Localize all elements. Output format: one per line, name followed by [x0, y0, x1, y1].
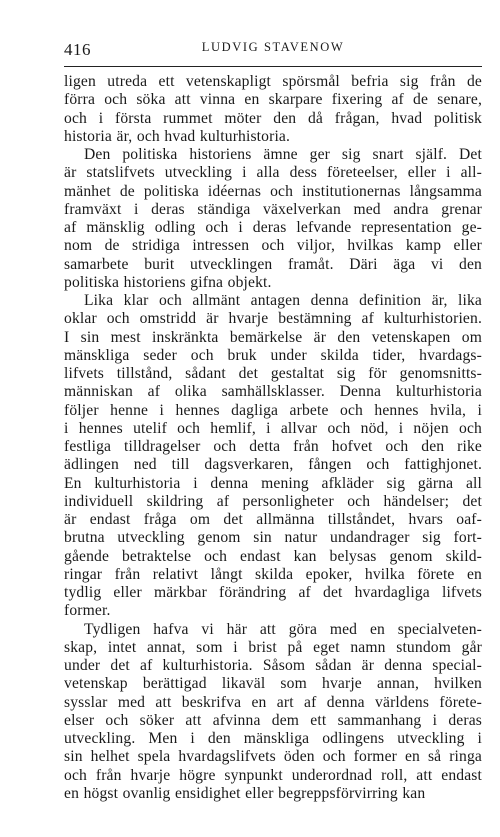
text-line: är statslifvets utveckling i alla dess företeelser, eller i all-: [64, 164, 482, 182]
text-line: skap, intet annat, som i brist på eget namn stundom går: [64, 638, 482, 656]
text-line: lifvets tillstånd, sådant det gestaltat sig för genomsnitts-: [64, 365, 482, 382]
header-rule: [64, 66, 482, 67]
text-line: och från hvarje högre synpunkt underordnad roll, att endast: [64, 766, 482, 784]
text-line: vetenskap berättigad likaväl som hvarje annan, hvilken: [64, 675, 482, 693]
text-line: utveckling. Men i den mänskliga odlingens utveckling i: [64, 730, 482, 747]
text-line: gående betraktelse och endast kan belysas genom skild-: [64, 547, 482, 565]
text-line: tydlig eller märkbar förändring af det hvardagliga lifvets: [64, 584, 482, 601]
text-line: är endast fråga om det allmänna tillståndet, hvars oaf-: [64, 511, 482, 528]
body-text: [64, 73, 482, 803]
running-head: [64, 40, 482, 62]
paragraph: [64, 146, 482, 292]
text-line: under det af kulturhistoria. Såsom sådan är denna special-: [64, 657, 482, 674]
text-line: festliga tilldragelser och detta från hofvet och den rike: [64, 438, 482, 455]
paragraph: [64, 292, 482, 621]
text-line: Den politiska historiens ämne ger sig snart själf. Det: [84, 146, 482, 163]
text-line: af mänsklig odling och i deras lefvande representation ge-: [64, 219, 482, 236]
text-line: mänhet de politiska idéernas och institutionernas långsamma: [64, 182, 482, 200]
text-line: historia är, och hvad kulturhistoria.: [64, 127, 291, 145]
text-line: en högst ovanlig ensidighet eller begreppsförvirring kan: [64, 784, 426, 802]
text-line: ädlingen ned till dagsverkaren, fången och fattighjonet.: [64, 456, 482, 474]
text-line: förra och söka att vinna en skarpare fixering af de senare,: [64, 91, 482, 109]
paragraph: [64, 621, 482, 804]
text-line: Lika klar och allmänt antagen denna definition är, lika: [84, 292, 482, 309]
text-line: sysslar med att beskrifva en art af denna världens förete-: [64, 693, 482, 711]
text-line: En kulturhistoria i denna mening afkläder sig gärna all: [64, 474, 482, 492]
book-page: [64, 40, 482, 803]
text-line: ringar från relativt långt skilda epoker, hvilka förete en: [64, 565, 482, 583]
text-line: former.: [64, 602, 111, 620]
text-line: sin helhet spela hvardagslifvets öden och former en så ringa: [64, 748, 482, 766]
running-title: LUDVIG STAVENOW: [201, 40, 345, 54]
text-line: elser och söker att afvinna dem ett sammanhang i deras: [64, 711, 482, 729]
text-line: oklar och omstridd är hvarje bestämning af kulturhistorien.: [64, 310, 482, 328]
text-line: samarbete burit utvecklingen framåt. Däri äga vi den: [64, 255, 482, 273]
text-line: I sin mest inskränkta bemärkelse är den vetenskapen om: [64, 328, 482, 346]
text-line: Tydligen hafva vi här att göra med en specialveten-: [84, 620, 482, 638]
text-line: brutna utveckling genom sin natur undandrager sig fort-: [64, 529, 482, 547]
text-line: följer henne i hennes dagliga arbete och hennes hvila, i: [64, 401, 482, 419]
text-line: i hennes utelif och hemlif, i allvar och nöd, i nöjen och: [64, 419, 482, 437]
text-line: människan af olika samhällsklasser. Denna kulturhistoria: [64, 383, 482, 401]
text-line: framväxt i deras ständiga växelverkan med andra grenar: [64, 200, 482, 218]
page-number: 416: [64, 40, 91, 59]
text-line: ligen utreda ett vetenskapligt spörsmål befria sig från de: [64, 73, 482, 90]
text-line: individuell skildring af personligheter och händelser; det: [64, 492, 482, 510]
text-line: mänskliga seder och bruk under skilda tider, hvardags-: [64, 346, 482, 364]
text-line: nom de stridiga intressen och viljor, hvilkas kamp eller: [64, 237, 482, 255]
paragraph: [64, 73, 482, 146]
text-line: och i första rummet möter den då frågan, hvad politisk: [64, 109, 482, 127]
text-line: politiska historiens gifna objekt.: [64, 273, 272, 291]
